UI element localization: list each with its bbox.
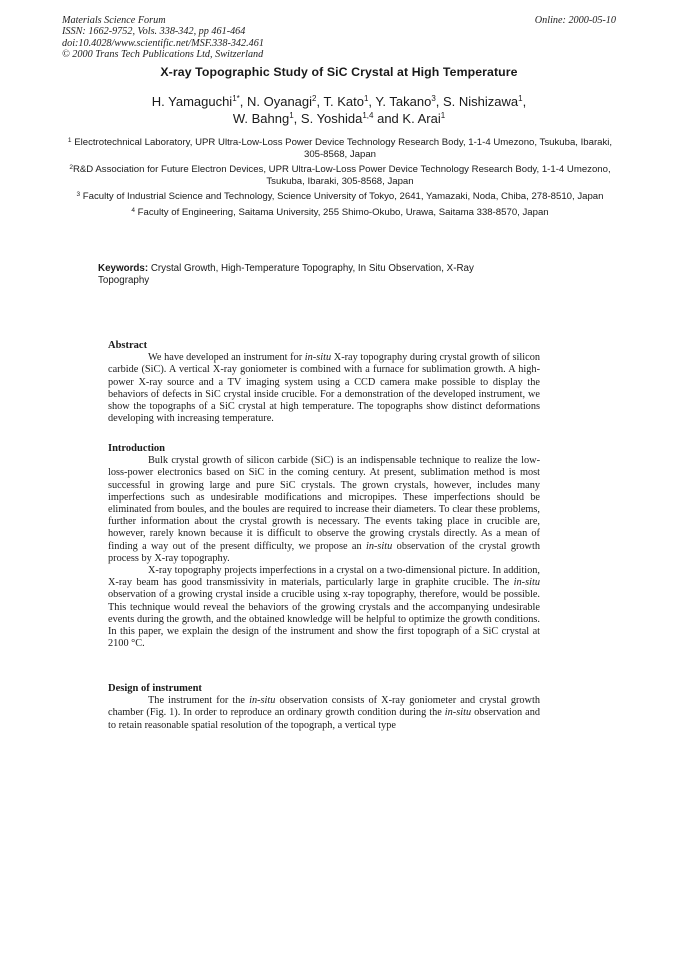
introduction-paragraph-2: X-ray topography projects imperfections in a crystal on a two-dimensional picture. In addition, X-ray beam has good transmissivity in materials, particularly large in graphite crucible. The in-situ observation of a growing crystal inside a crucible using x-ray topography, therefore, would be possible. This technique would reveal the behaviors of the growing crystals and the accompanying undesirable events during the growth, and the obtained knowledge will be helpful to optimize the growth conditions. In this paper, we explain the design of the instrument and show the first topograph of a SiC crystal at 2100 °C. [108,565,540,650]
author: K. Arai$^1$ [402,111,446,126]
author: T. Kato$^1$ [323,94,369,109]
abstract-heading: Abstract [108,340,148,351]
keywords-label: Keywords: [98,263,149,274]
affiliation: $^3$ Faculty of Industrial Science and Technology, Science University of Tokyo, 2641, Yamazaki, Noda, Chiba, 278-8510, Japan [76,191,604,203]
author: N. Oyanagi$^2$ [247,94,317,109]
abstract-text: We have developed an instrument for in-situ X-ray topography during crystal growth of silicon carbide (SiC). A vertical X-ray goniometer is combined with a furnace for sublimation growth. A high-power X-ray source and a TV imaging system using a CCD camera make possible to display the behaviors of defects in SiC crystal inside crucible. For a demonstration of the developed instrument, we show the topographs of a SiC crystal at high temperature. The topographs show distinct deformations developing with increasing temperature. [108,352,541,425]
introduction-heading: Introduction [108,443,165,454]
introduction-paragraph-1: Bulk crystal growth of silicon carbide (SiC) is an indispensable technique to realize the low-loss-power electronics based on SiC in the coming century. At present, sublimation method is most successful in growing large and pure SiC crystals. The grown crystals, however, includes many imperfections such as undesirable modifications and micropipes. These imperfections should be eliminated from boules, and the boules are required to increase their diameters. To clear these problems, further information about the crystal growth is necessary. The events taking place in crucible are, however, rarely known because it is difficult to observe the growing crystals directly. As a mean of finding a way out of the present difficulty, we propose an in-situ observation of the crystal growth process by X-ray topography. [108,455,540,564]
journal-name: Materials Science Forum [62,15,166,26]
affiliation-list [60,137,620,223]
issn-line: ISSN: 1662-9752, Vols. 338-342, pp 461-464 [62,26,246,38]
author-list: H. Yamaguchi$^{1*}$, N. Oyanagi$^2$, T. Kato$^1$, Y. Takano$^3$, S. Nishizawa$^1$, W. Bahng$^1$, S. Yoshida$^{1,4}$ and K. Arai$^1$ [151,94,527,126]
paper-title: X-ray Topographic Study of SiC Crystal at High Temperature [160,65,518,79]
affiliation: $^1$ Electrotechnical Laboratory, UPR Ultra-Low-Loss Power Device Technology Research Body, 1-1-4 Umezono, Tsukuba, Ibaraki, 305-8568, Japan [67,137,613,160]
author: S. Nishizawa$^1$ [443,94,523,109]
journal-header [62,15,264,61]
design-section [108,683,540,732]
copyright-line: © 2000 Trans Tech Publications Ltd, Switzerland [62,49,264,61]
author: H. Yamaguchi$^{1*}$ [151,94,240,109]
design-paragraph-1: The instrument for the in-situ observation consists of X-ray goniometer and crystal growth chamber (Fig. 1). In order to reproduce an ordinary growth condition during the in-situ observation and to retain reasonable spatial resolution of the topograph, a vertical type [108,695,541,731]
design-heading: Design of instrument [108,683,202,694]
affiliation: $^2$R&D Association for Future Electron Devices, UPR Ultra-Low-Loss Power Device Technology Research Body, 1-1-4 Umezono, Tsukuba, Ibaraki, 305-8568, Japan [69,164,611,187]
keywords-text: Crystal Growth, High-Temperature Topography, In Situ Observation, X-Ray Topography [98,263,474,286]
affiliation: $^4$ Faculty of Engineering, Saitama University, 255 Shimo-Okubo, Urawa, Saitama 338-8570, Japan [131,206,549,218]
author: Y. Takano$^3$ [375,94,436,109]
abstract-section [108,340,540,425]
author: W. Bahng$^1$ [232,111,294,126]
author: S. Yoshida$^{1,4}$ [300,111,374,126]
introduction-section [108,443,540,650]
online-date: Online: 2000-05-10 [534,15,616,26]
doi-link[interactable]: doi:10.4028/www.scientific.net/MSF.338-342.461 [62,37,264,49]
keywords [98,263,518,287]
